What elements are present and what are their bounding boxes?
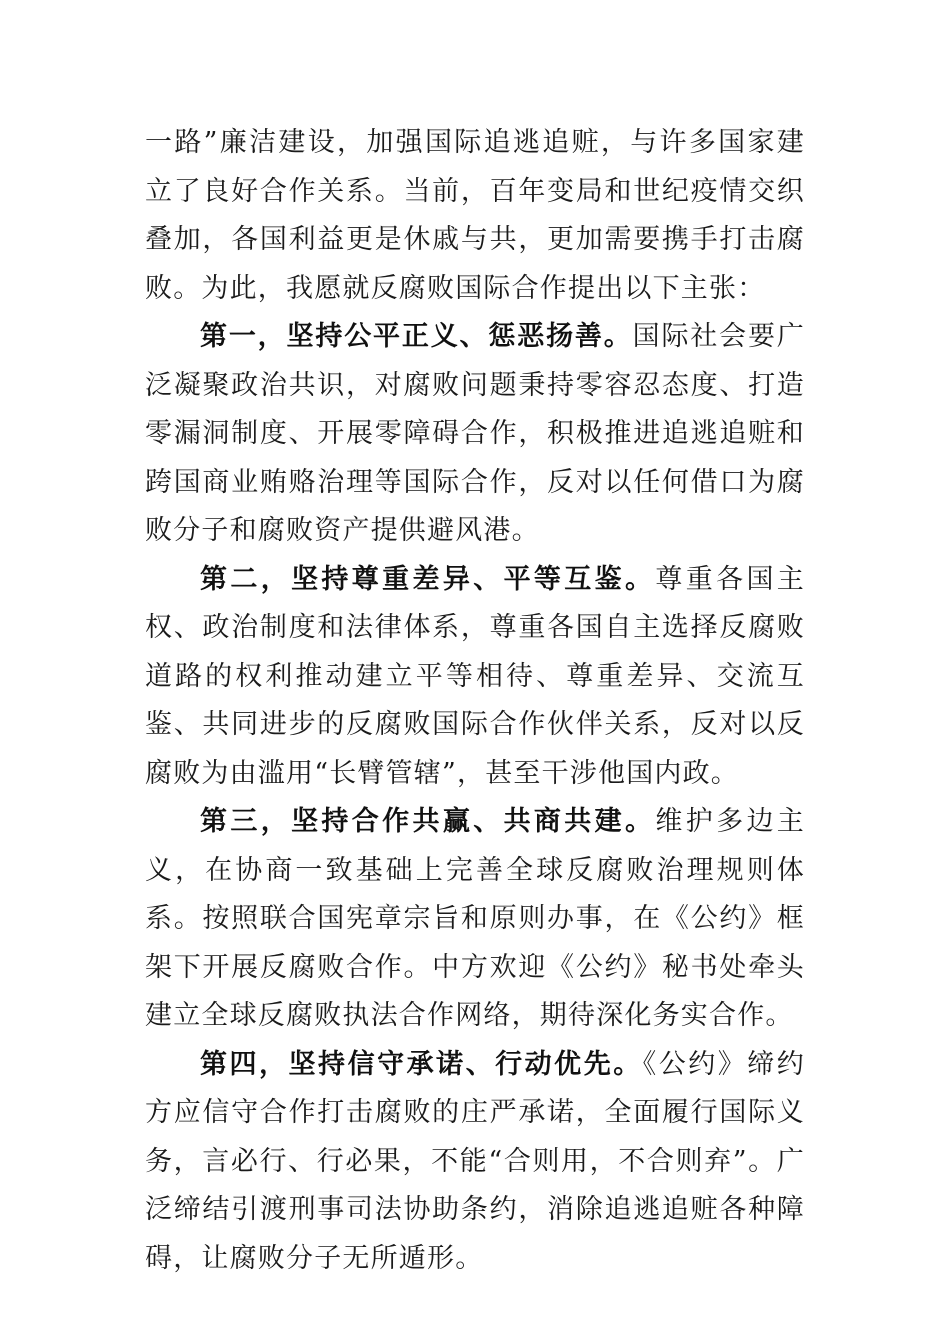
paragraph-point-two xyxy=(145,556,805,799)
document-body xyxy=(145,119,805,1283)
paragraph-lead-heading: 第三，坚持合作共赢、共商共建。 xyxy=(200,806,656,837)
paragraph-text: 维护多边主义，在协商一致基础上完善全球反腐败治理规则体系。按照联合国宪章宗旨和原则办事，在《公约》框架下开展反腐败合作。中方欢迎《公约》秘书处牵头建立全球反腐败执法合作网络，期待深化务实合作。 xyxy=(145,806,806,1031)
paragraph-lead-heading: 第四，坚持信守承诺、行动优先。 xyxy=(200,1048,643,1080)
paragraph-point-four xyxy=(145,1041,805,1284)
paragraph-text: 一路”廉洁建设，加强国际追逃追赃，与许多国家建立了良好合作关系。当前，百年变局和世纪疫情交织叠加，各国利益更是休戚与共，更加需要携手打击腐败。为此，我愿就反腐败国际合作提出以下主张： xyxy=(145,127,805,304)
paragraph-text: 尊重各国主权、政治制度和法律体系，尊重各国自主选择反腐败道路的权利推动建立平等相待、尊重差异、交流互鉴、共同进步的反腐败国际合作伙伴关系，反对以反腐败为由滥用“长臂管辖”，甚至干涉他国内政。 xyxy=(145,563,806,789)
paragraph-point-one xyxy=(145,313,805,556)
paragraph-text: 国际社会要广泛凝聚政治共识，对腐败问题秉持零容忍态度、打造零漏洞制度、开展零障碍合作，积极推进追逃追赃和跨国商业贿赂治理等国际合作，反对以任何借口为腐败分子和腐败资产提供避风港。 xyxy=(145,321,806,546)
paragraph-lead-heading: 第二，坚持尊重差异、平等互鉴。 xyxy=(200,563,656,595)
paragraph-lead-heading: 第一，坚持公平正义、惩恶扬善。 xyxy=(200,321,633,352)
paragraph-point-three xyxy=(145,798,805,1041)
paragraph-intro-continuation xyxy=(145,119,805,313)
paragraph-text: 《公约》缔约方应信守合作打击腐败的庄严承诺，全面履行国际义务，言必行、行必果，不能“合则用，不合则弃”。广泛缔结引渡刑事司法协助条约，消除追逃追赃各种障碍，让腐败分子无所遁形。 xyxy=(145,1048,806,1274)
